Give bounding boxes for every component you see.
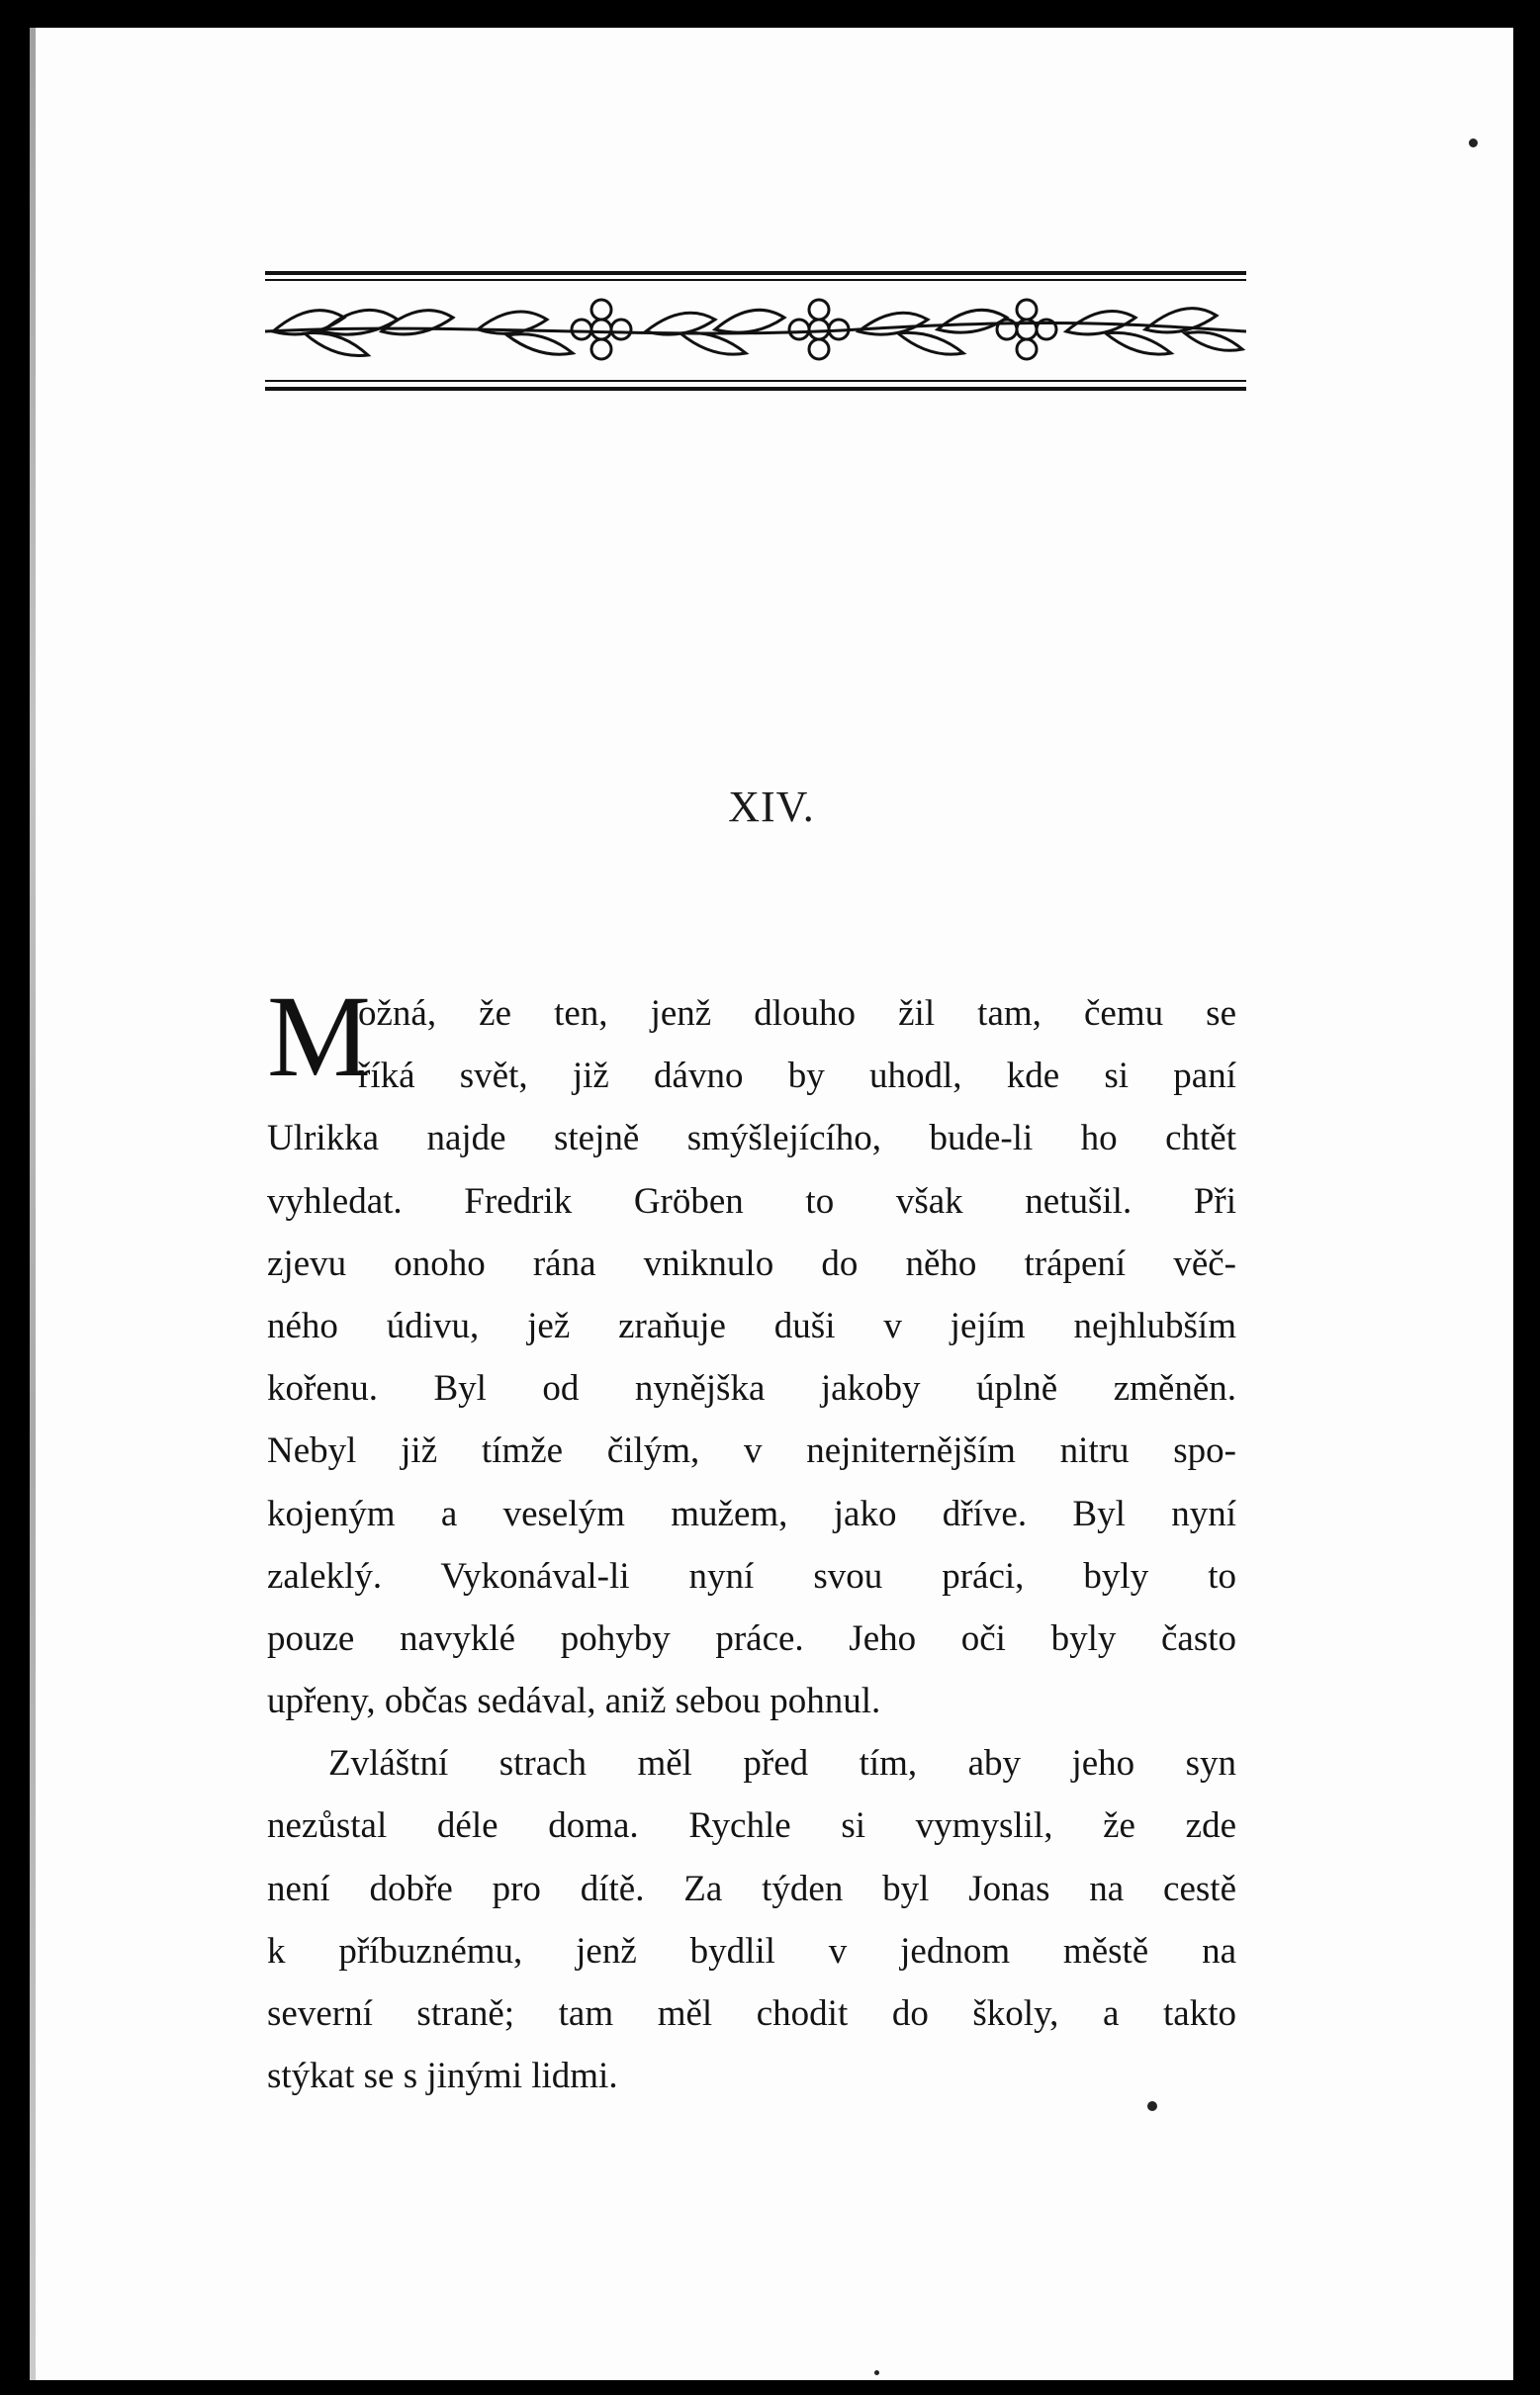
text-line: pouze navyklé pohyby práce. Jeho oči byly často: [267, 1617, 1236, 1659]
text-line: k příbuznému, jenž bydlil v jednom městě na: [267, 1930, 1236, 1972]
text-line: není dobře pro dítě. Za týden byl Jonas na cestě: [267, 1868, 1236, 1909]
text-line: [267, 1045, 1236, 1107]
chapter-number: XIV.: [728, 783, 815, 831]
text-line: severní straně; tam měl chodit do školy, a takto: [267, 1993, 1236, 2034]
text-line: upřeny, občas sedával, aniž sebou pohnul.: [267, 1681, 881, 1722]
ink-speck: [1469, 138, 1478, 147]
text-line: ného údivu, jež zraňuje duši v jejím nejhlubším: [267, 1305, 1236, 1346]
drop-cap: M: [267, 971, 371, 1101]
text-line: kořenu. Byl od nynějška jakoby úplně změněn.: [267, 1368, 1236, 1410]
text-line: kojeným a veselým mužem, jako dříve. Byl nyní: [267, 1493, 1236, 1534]
page-edge: [30, 28, 36, 2380]
text-line: stýkat se s jinými lidmi.: [267, 2056, 618, 2097]
body-text: [267, 971, 1236, 2107]
text-line: zjevu onoho rána vniknulo do něho trápení věč-: [267, 1243, 1236, 1284]
text-line-content: říká svět, již dávno by uhodl, kde si paní: [358, 1056, 1236, 1097]
text-line: vyhledat. Fredrik Gröben to však netušil. Při: [267, 1180, 1236, 1222]
ink-speck: [874, 2370, 879, 2375]
floral-ornament-header: [265, 270, 1246, 399]
text-line: nezůstal déle doma. Rychle si vymyslil, že zde: [267, 1805, 1236, 1847]
book-page: [30, 28, 1513, 2380]
text-line: zaleklý. Vykonával-li nyní svou práci, byly to: [267, 1555, 1236, 1597]
text-line: Zvláštní strach měl před tím, aby jeho syn: [328, 1743, 1236, 1785]
text-line-content: ožná, že ten, jenž dlouho žil tam, čemu se: [358, 993, 1236, 1034]
ink-speck: [1147, 2101, 1157, 2111]
text-line: Ulrikka najde stejně smýšlejícího, bude-li ho chtět: [267, 1118, 1236, 1159]
text-line: Nebyl již tímže čilým, v nejniternějším nitru spo-: [267, 1430, 1236, 1472]
